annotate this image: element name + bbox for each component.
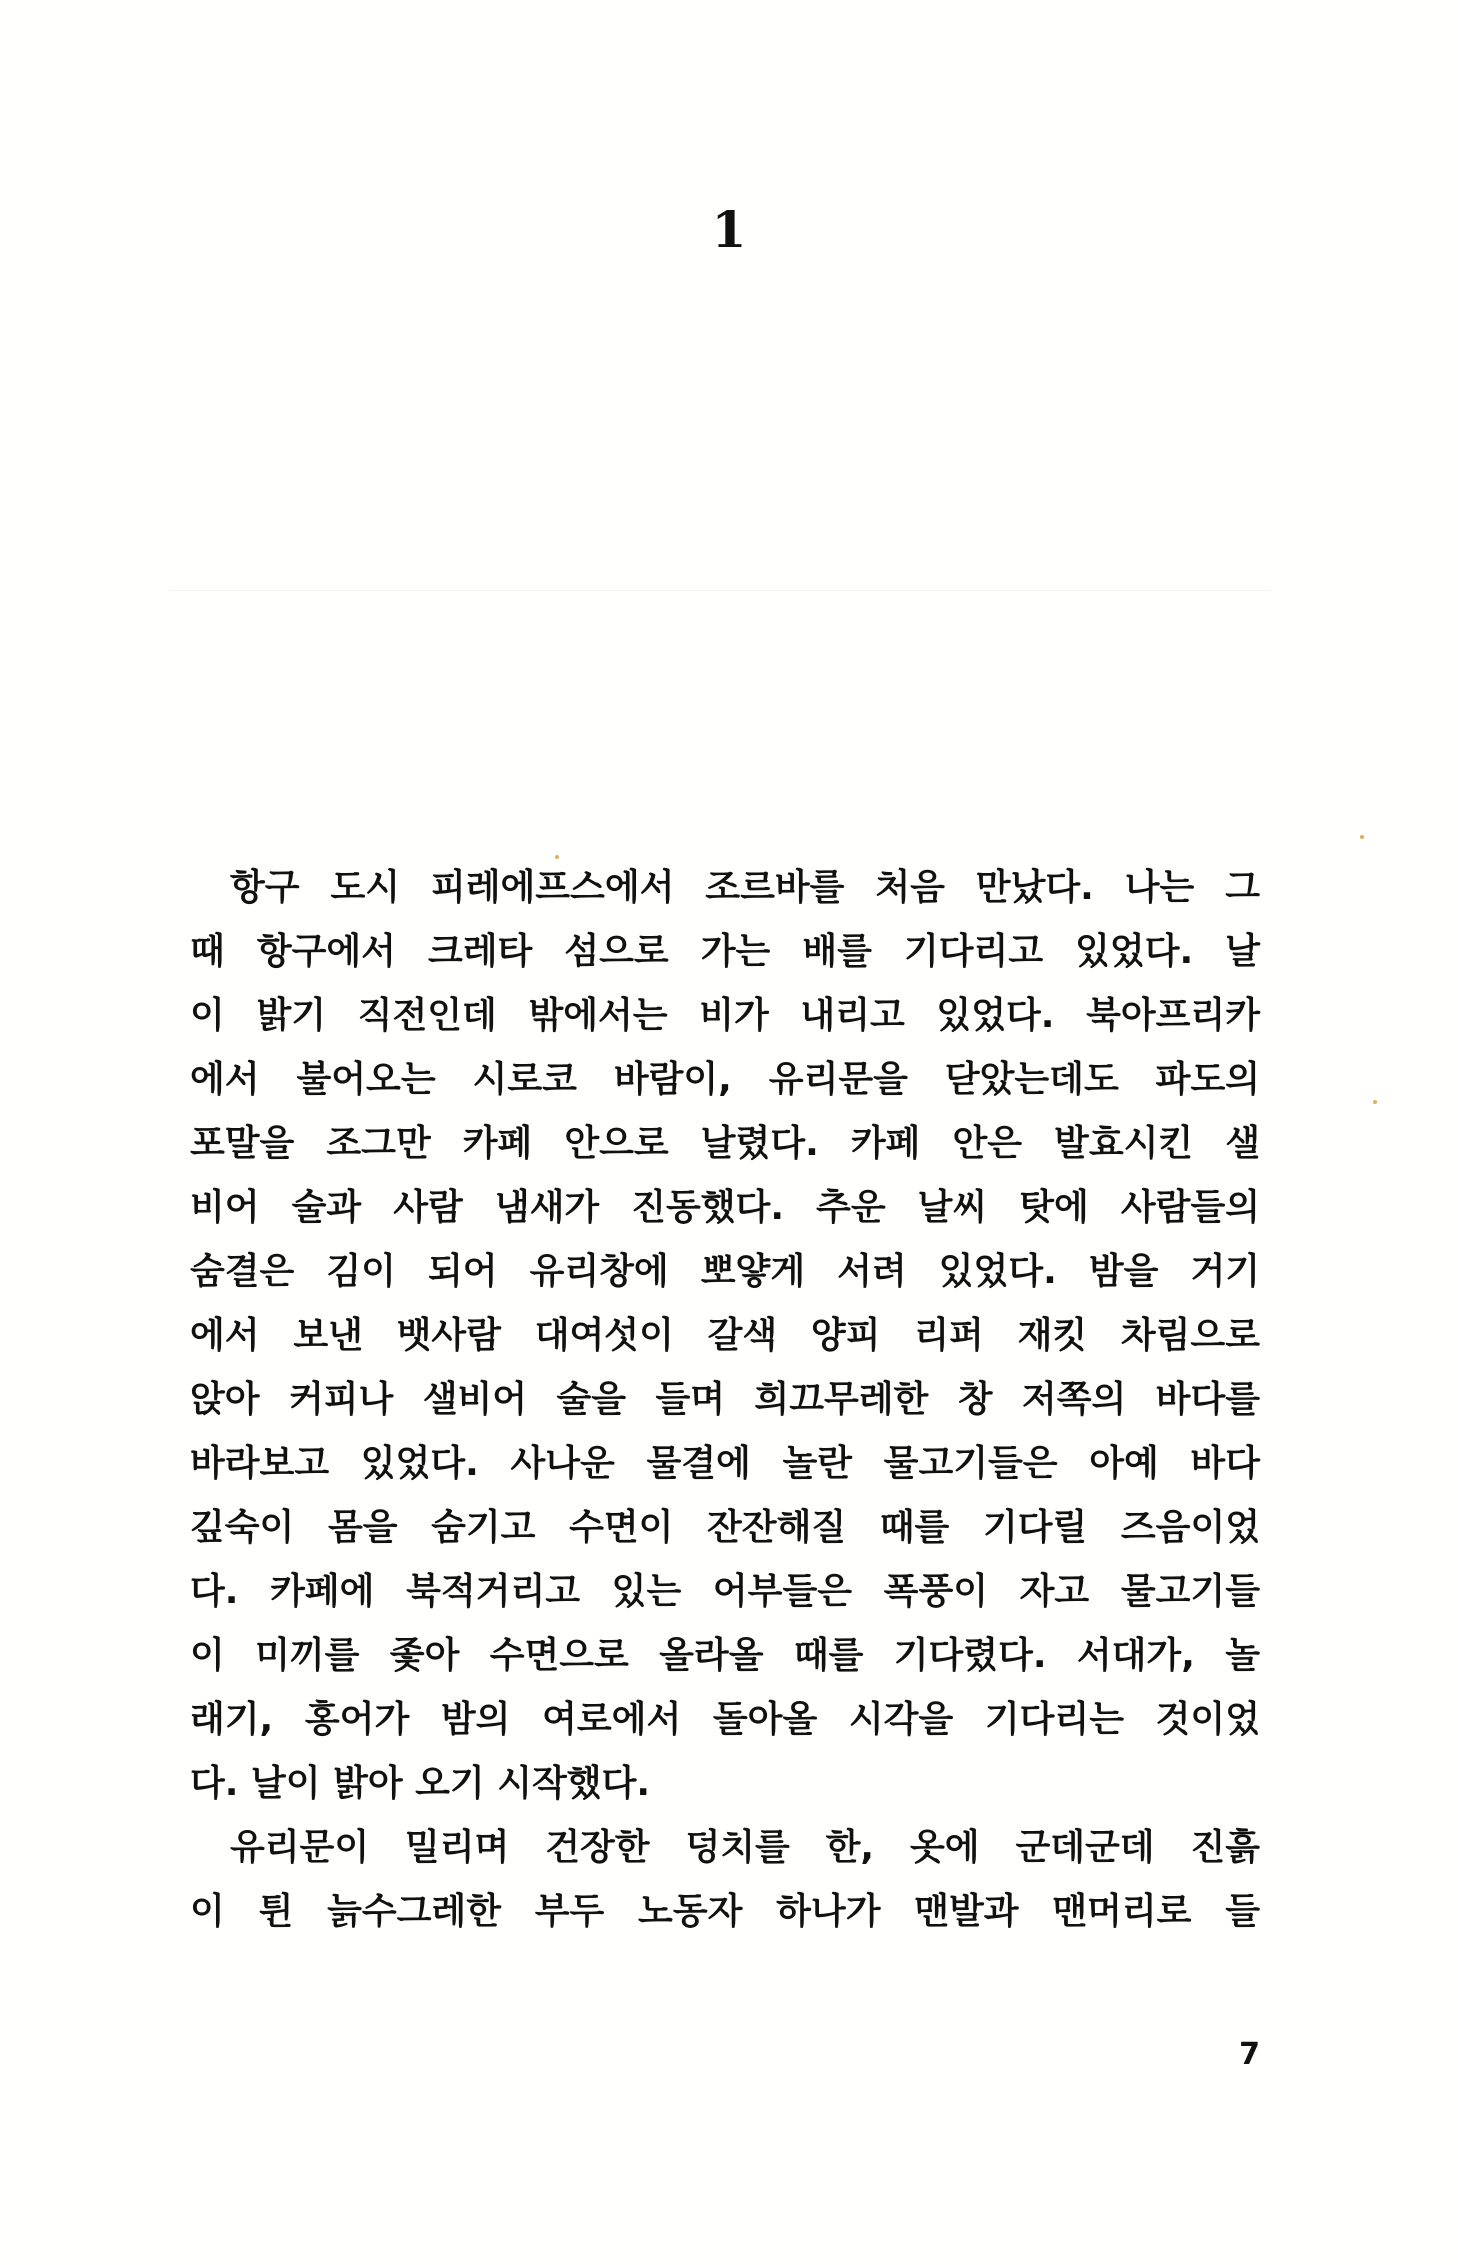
paragraph-2 bbox=[190, 1816, 1260, 1944]
text-line: 유리문이 밀리며 건장한 덩치를 한, 옷에 군데군데 진흙 bbox=[230, 1827, 1260, 1868]
body-text bbox=[190, 856, 1260, 1944]
text-line: 포말을 조그만 카페 안으로 날렸다. 카페 안은 발효시킨 샐 bbox=[190, 1123, 1260, 1164]
paragraph-1 bbox=[190, 856, 1260, 1816]
text-line: 항구 도시 피레에프스에서 조르바를 처음 만났다. 나는 그 bbox=[230, 867, 1260, 908]
text-line: 이 튄 늙수그레한 부두 노동자 하나가 맨발과 맨머리로 들 bbox=[190, 1891, 1260, 1932]
text-line: 이 미끼를 좇아 수면으로 올라올 때를 기다렸다. 서대가, 놀 bbox=[190, 1635, 1260, 1676]
page-number: 7 bbox=[1239, 2037, 1260, 2072]
text-line: 앉아 커피나 샐비어 술을 들며 희끄무레한 창 저쪽의 바다를 bbox=[190, 1379, 1260, 1420]
scan-speck bbox=[1373, 1100, 1377, 1104]
scan-speck bbox=[1360, 835, 1364, 839]
text-line: 바라보고 있었다. 사나운 물결에 놀란 물고기들은 아예 바다 bbox=[190, 1443, 1260, 1484]
text-line: 에서 보낸 뱃사람 대여섯이 갈색 양피 리퍼 재킷 차림으로 bbox=[190, 1315, 1260, 1356]
text-line: 래기, 홍어가 밤의 여로에서 돌아올 시각을 기다리는 것이었 bbox=[190, 1699, 1260, 1740]
text-line: 때 항구에서 크레타 섬으로 가는 배를 기다리고 있었다. 날 bbox=[190, 931, 1260, 972]
text-line: 이 밝기 직전인데 밖에서는 비가 내리고 있었다. 북아프리카 bbox=[190, 995, 1260, 1036]
text-line: 깊숙이 몸을 숨기고 수면이 잔잔해질 때를 기다릴 즈음이었 bbox=[190, 1507, 1260, 1548]
scan-faint-rule bbox=[170, 590, 1270, 591]
scan-speck bbox=[555, 855, 559, 859]
text-line: 비어 술과 사람 냄새가 진동했다. 추운 날씨 탓에 사람들의 bbox=[190, 1187, 1260, 1228]
text-line: 다. 카페에 북적거리고 있는 어부들은 폭풍이 자고 물고기들 bbox=[190, 1571, 1260, 1612]
chapter-number: 1 bbox=[711, 200, 747, 259]
text-line: 다. 날이 밝아 오기 시작했다. bbox=[190, 1763, 651, 1804]
text-line: 숨결은 김이 되어 유리창에 뽀얗게 서려 있었다. 밤을 거기 bbox=[190, 1251, 1260, 1292]
text-line: 에서 불어오는 시로코 바람이, 유리문을 닫았는데도 파도의 bbox=[190, 1059, 1260, 1100]
